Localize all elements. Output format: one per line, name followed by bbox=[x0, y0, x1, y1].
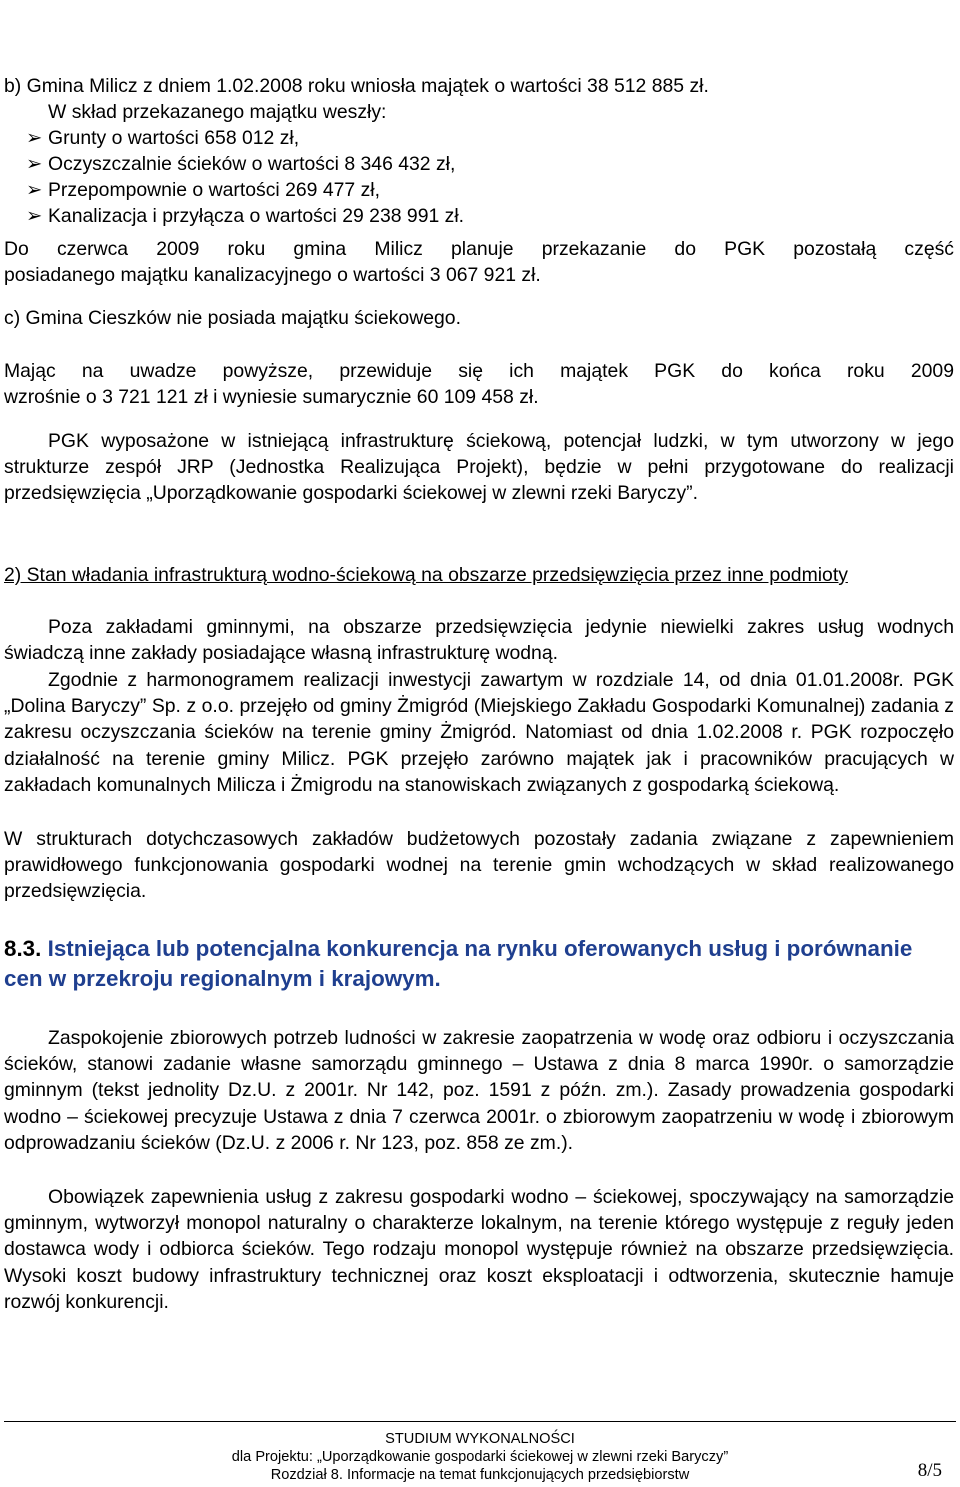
footer-title: STUDIUM WYKONALNOŚCI bbox=[385, 1431, 575, 1447]
section-title: Istniejąca lub potencjalna konkurencja na rynku oferowanych usług i porównanie cen w przekroju regionalnym i krajowym. bbox=[4, 936, 913, 991]
footer-project: dla Projektu: „Uporządkowanie gospodarki ściekowej w zlewni rzeki Baryczy” bbox=[231, 1449, 729, 1465]
summary-line2: wzrośnie o 3 721 121 zł i wyniesie sumarycznie 60 109 458 zł. bbox=[4, 386, 539, 408]
arrow-bullet-icon: ➢ bbox=[26, 205, 43, 227]
section-8-3-paragraph-1: Zaspokojenie zbiorowych potrzeb ludności w zakresie zaopatrzenia w wodę oraz odbioru i oczyszczania ścieków, stanowi zadanie własne samorządu gminnego – Ustawa z dnia 8 marca 1990r. o samorządzie gminnym (tekst jednolity Dz.U. z 2001r. Nr 142, poz. 1591 z późn. zm.). Zasady prowadzenia gospodarki wodno – ściekowej precyzuje Ustawa z dnia 7 czerwca 2001r. o zbiorowym zaopatrzeniu w wodę i zbiorowym odprowadzaniu ścieków (Dz.U. z 2006 r. Nr 123, poz. 858 ze zm.). bbox=[4, 1027, 954, 1154]
footer-chapter: Rozdział 8. Informacje na temat funkcjonujących przedsiębiorstw bbox=[270, 1467, 690, 1483]
arrow-bullet-icon: ➢ bbox=[26, 153, 43, 175]
section-b-lead: W skład przekazanego majątku weszły: bbox=[48, 101, 387, 123]
section-b-plan-line2: posiadanego majątku kanalizacyjnego o wartości 3 067 921 zł. bbox=[4, 264, 541, 286]
list-item: ➢ Grunty o wartości 658 012 zł, bbox=[26, 125, 299, 151]
arrow-bullet-icon: ➢ bbox=[26, 179, 43, 201]
pgk-paragraph: PGK wyposażone w istniejącą infrastrukturę ściekową, potencjał ludzki, w tym utworzony w jego strukturze zespół JRP (Jednostka Realizująca Projekt), będzie w pełni przygotowane do realizacji przedsięwzięcia „Uporządkowanie gospodarki ściekowej w zlewni rzeki Baryczy”. bbox=[4, 430, 954, 505]
arrow-bullet-icon: ➢ bbox=[26, 127, 43, 149]
section-8-3-heading bbox=[4, 934, 954, 994]
list-item: ➢ Kanalizacja i przyłącza o wartości 29 238 991 zł. bbox=[26, 203, 464, 229]
list-item: ➢ Oczyszczalnie ścieków o wartości 8 346 432 zł, bbox=[26, 151, 455, 177]
footer-divider bbox=[4, 1421, 956, 1422]
section-2-paragraph-3: W strukturach dotychczasowych zakładów budżetowych pozostały zadania związane z zapewnieniem prawidłowego funkcjonowania gospodarki wodnej na terenie gmin wchodzących w skład realizowanego przedsięwzięcia. bbox=[4, 828, 954, 903]
section-b-intro: b) Gmina Milicz z dniem 1.02.2008 roku wniosła majątek o wartości 38 512 885 zł. bbox=[4, 75, 709, 97]
section-8-3-paragraph-2: Obowiązek zapewnienia usług z zakresu gospodarki wodno – ściekowej, spoczywający na samorządzie gminnym, wytworzył monopol naturalny o charakterze lokalnym, na terenie którego występuje z reguły jeden dostawca wody i odbiorca ścieków. Tego rodzaju monopol występuje również na obszarze przedsięwzięcia. Wysoki koszt budowy infrastruktury technicznej oraz koszt eksploatacji i odtworzenia, skutecznie hamuje rozwój konkurencji. bbox=[4, 1186, 954, 1313]
page-number: 8/5 bbox=[917, 1460, 942, 1481]
section-number: 8.3. bbox=[4, 936, 42, 961]
section-b-plan-line1: Do czerwca 2009 roku gmina Milicz planuje przekazanie do PGK pozostałą część bbox=[4, 238, 954, 260]
section-2-heading: 2) Stan władania infrastrukturą wodno-ściekową na obszarze przedsięwzięcia przez inne podmioty bbox=[4, 564, 848, 586]
list-item: ➢ Przepompownie o wartości 269 477 zł, bbox=[26, 177, 380, 203]
section-2-paragraph-2: Zgodnie z harmonogramem realizacji inwestycji zawartym w rozdziale 14, od dnia 01.01.2008r. PGK „Dolina Baryczy” Sp. z o.o. przejęło od gminy Żmigród (Miejskiego Zakładu Gospodarki Komunalnej) zadania z zakresu oczyszczania ścieków na terenie gminy Żmigród. Natomiast od dnia 1.02.2008 r. PGK rozpoczęło działalność na terenie gminy Milicz. PGK przejęło zarówno majątek jak i pracowników pracujących w zakładach komunalnych Milicza i Żmigrodu na stanowiskach związanych z gospodarką ściekową. bbox=[4, 669, 954, 796]
summary-line1: Mając na uwadze powyższe, przewiduje się ich majątek PGK do końca roku 2009 bbox=[4, 360, 954, 382]
section-c: c) Gmina Cieszków nie posiada majątku ściekowego. bbox=[4, 307, 461, 329]
section-2-paragraph-1: Poza zakładami gminnymi, na obszarze przedsięwzięcia jedynie niewielki zakres usług wodnych świadczą inne zakłady posiadające własną infrastrukturę wodną. bbox=[4, 616, 954, 665]
